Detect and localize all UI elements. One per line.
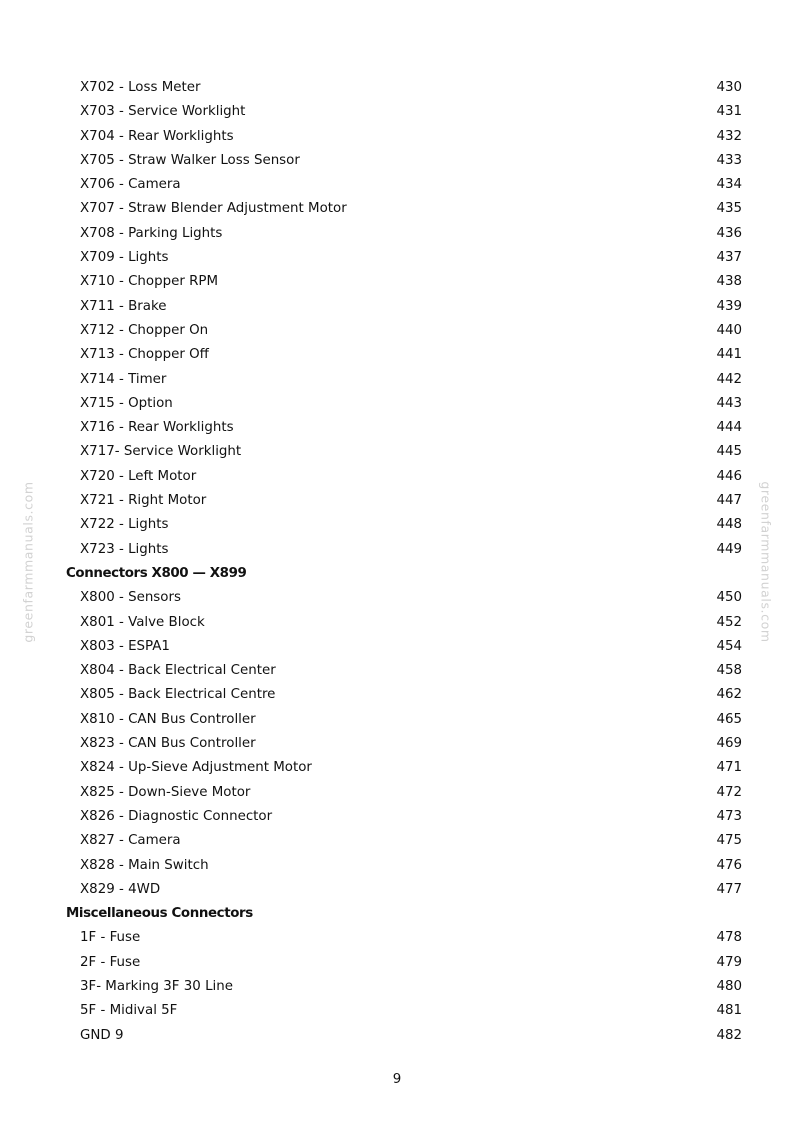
- toc-entry[interactable]: [66, 489, 742, 513]
- toc-entry-page: 431: [716, 104, 742, 120]
- toc-entry[interactable]: [66, 538, 742, 562]
- toc-entry-title: X721 - Right Motor: [80, 493, 207, 509]
- toc-entry[interactable]: [66, 1024, 742, 1048]
- toc-entry[interactable]: [66, 100, 742, 124]
- toc-entry-title: X704 - Rear Worklights: [80, 128, 234, 144]
- toc-entry[interactable]: [66, 125, 742, 149]
- toc-entry-page: 433: [716, 152, 742, 168]
- toc-entry[interactable]: [66, 319, 742, 343]
- toc-entry-page: 446: [716, 468, 742, 484]
- toc-entry[interactable]: [66, 295, 742, 319]
- toc-entry-title: 3F- Marking 3F 30 Line: [80, 978, 233, 994]
- toc-entry[interactable]: [66, 465, 742, 489]
- toc-entry[interactable]: [66, 76, 742, 100]
- toc-entry-title: X705 - Straw Walker Loss Sensor: [80, 152, 300, 168]
- toc-entry-title: X711 - Brake: [80, 298, 167, 314]
- toc-entry-page: 438: [716, 274, 742, 290]
- toc-entry-title: X801 - Valve Block: [80, 614, 205, 630]
- toc-section-heading: [66, 902, 742, 926]
- toc-entry-page: 439: [716, 298, 742, 314]
- toc-entry[interactable]: [66, 708, 742, 732]
- toc-entry-page: 435: [716, 201, 742, 217]
- toc-entry-page: 476: [716, 857, 742, 873]
- toc-entry-page: 478: [716, 930, 742, 946]
- toc-entry[interactable]: [66, 222, 742, 246]
- toc-entry-title: 2F - Fuse: [80, 954, 141, 970]
- toc-entry-page: 475: [716, 833, 742, 849]
- toc-entry[interactable]: [66, 416, 742, 440]
- toc-entry[interactable]: [66, 440, 742, 464]
- toc-entry-page: 434: [716, 177, 742, 193]
- toc-entry-page: 482: [716, 1027, 742, 1043]
- toc-entry[interactable]: [66, 732, 742, 756]
- toc-entry-title: X800 - Sensors: [80, 590, 181, 606]
- toc-entry-title: X723 - Lights: [80, 541, 169, 557]
- toc-entry[interactable]: [66, 343, 742, 367]
- toc-entry[interactable]: [66, 926, 742, 950]
- toc-entry-title: X810 - CAN Bus Controller: [80, 711, 256, 727]
- toc-entry[interactable]: [66, 829, 742, 853]
- toc-entry[interactable]: [66, 951, 742, 975]
- toc-entry-title: 1F - Fuse: [80, 930, 141, 946]
- toc-entry-page: 437: [716, 250, 742, 266]
- toc-entry-title: X828 - Main Switch: [80, 857, 209, 873]
- toc-entry-page: 444: [716, 420, 742, 436]
- toc-entry[interactable]: [66, 173, 742, 197]
- toc-entry-title: X708 - Parking Lights: [80, 225, 223, 241]
- toc-entry-page: 430: [716, 80, 742, 95]
- toc-entry-title: X713 - Chopper Off: [80, 347, 209, 363]
- toc-entry-title: X829 - 4WD: [80, 881, 161, 897]
- section-title: Miscellaneous Connectors: [66, 906, 253, 922]
- toc-entry-title: GND 9: [80, 1027, 124, 1043]
- toc-entry-page: 458: [716, 663, 742, 679]
- page-number: 9: [392, 1072, 402, 1087]
- toc-entry-title: X715 - Option: [80, 395, 173, 411]
- toc-entry-title: X709 - Lights: [80, 250, 169, 266]
- toc-entry-title: X712 - Chopper On: [80, 322, 209, 338]
- toc-entry[interactable]: [66, 756, 742, 780]
- toc-entry[interactable]: [66, 197, 742, 221]
- toc-entry-title: X824 - Up-Sieve Adjustment Motor: [80, 760, 312, 776]
- toc-entry-page: 452: [716, 614, 742, 630]
- toc-entry-page: 473: [716, 808, 742, 824]
- toc-entry[interactable]: [66, 805, 742, 829]
- toc-section-heading: [66, 562, 742, 586]
- toc-entry[interactable]: [66, 611, 742, 635]
- toc-entry-page: 462: [716, 687, 742, 703]
- toc-entry[interactable]: [66, 781, 742, 805]
- toc-entry[interactable]: [66, 854, 742, 878]
- toc-entry[interactable]: [66, 878, 742, 902]
- toc-entry-title: X703 - Service Worklight: [80, 104, 246, 120]
- toc-entry[interactable]: [66, 392, 742, 416]
- toc-entry[interactable]: [66, 270, 742, 294]
- toc-entry-page: 469: [716, 736, 742, 752]
- toc-entry-page: 448: [716, 517, 742, 533]
- toc-entry-title: X710 - Chopper RPM: [80, 274, 219, 290]
- toc-entry-title: X827 - Camera: [80, 833, 181, 849]
- toc-entry-title: X805 - Back Electrical Centre: [80, 687, 276, 703]
- toc-entry-page: 450: [716, 590, 742, 606]
- toc-entry-title: X716 - Rear Worklights: [80, 420, 234, 436]
- toc-entry-title: 5F - Midival 5F: [80, 1003, 178, 1019]
- toc-entry-title: X825 - Down-Sieve Motor: [80, 784, 251, 800]
- toc-entry[interactable]: [66, 586, 742, 610]
- toc-entry[interactable]: [66, 659, 742, 683]
- toc-entry-title: X722 - Lights: [80, 517, 169, 533]
- toc-entry[interactable]: [66, 246, 742, 270]
- toc-entry-page: 479: [716, 954, 742, 970]
- toc-entry-page: 441: [716, 347, 742, 363]
- toc-entry[interactable]: [66, 513, 742, 537]
- toc-entry[interactable]: [66, 975, 742, 999]
- toc-entry-page: 432: [716, 128, 742, 144]
- toc-entry-page: 454: [716, 638, 742, 654]
- toc-entry[interactable]: [66, 635, 742, 659]
- toc-entry[interactable]: [66, 149, 742, 173]
- toc-entry-title: X826 - Diagnostic Connector: [80, 808, 273, 824]
- toc-entry[interactable]: [66, 999, 742, 1023]
- toc-entry[interactable]: [66, 368, 742, 392]
- toc-entry-title: X804 - Back Electrical Center: [80, 663, 276, 679]
- toc-entry-page: 443: [716, 395, 742, 411]
- toc-entry-title: X823 - CAN Bus Controller: [80, 736, 256, 752]
- toc-entry-page: 447: [716, 493, 742, 509]
- toc-entry-title: X702 - Loss Meter: [80, 80, 201, 95]
- toc-entry-page: 477: [716, 881, 742, 897]
- toc-entry-title: X714 - Timer: [80, 371, 167, 387]
- toc-entry-page: 472: [716, 784, 742, 800]
- toc-entry-title: X720 - Left Motor: [80, 468, 197, 484]
- section-title: Connectors X800 — X899: [66, 565, 247, 581]
- toc-entry-page: 436: [716, 225, 742, 241]
- toc-entry-title: X803 - ESPA1: [80, 638, 170, 654]
- toc-entry-page: 440: [716, 322, 742, 338]
- toc-entry-page: 481: [716, 1003, 742, 1019]
- toc-entry-title: X707 - Straw Blender Adjustment Motor: [80, 201, 347, 217]
- toc-entry-page: 465: [716, 711, 742, 727]
- watermark-left: greenfarmmanuals.com: [20, 481, 36, 643]
- toc-entry-page: 471: [716, 760, 742, 776]
- toc-entry-page: 442: [716, 371, 742, 387]
- toc-entry-page: 449: [716, 541, 742, 557]
- watermark-right: greenfarmmanuals.com: [758, 481, 774, 643]
- toc-entry[interactable]: [66, 683, 742, 707]
- toc-entry-page: 480: [716, 978, 742, 994]
- toc-entry-page: 445: [716, 444, 742, 460]
- table-of-contents: [66, 76, 742, 1048]
- toc-entry-title: X717- Service Worklight: [80, 444, 242, 460]
- toc-entry-title: X706 - Camera: [80, 177, 181, 193]
